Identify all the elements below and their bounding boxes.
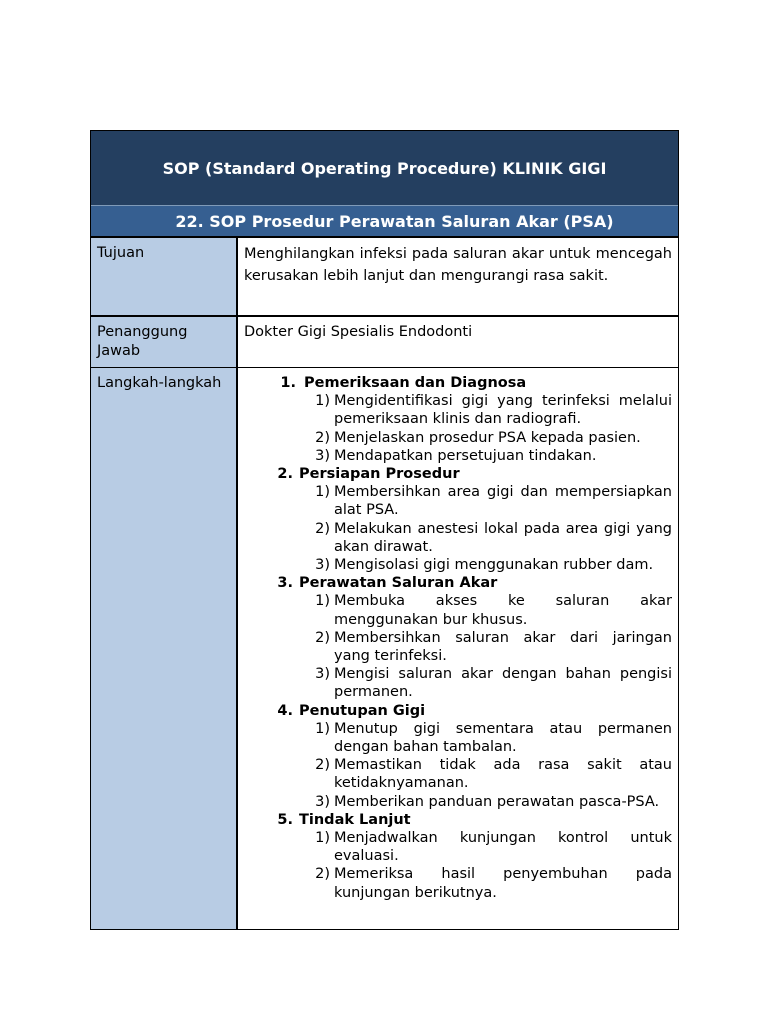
step-title: Tindak Lanjut: [299, 811, 411, 828]
step-number: 5.: [277, 811, 293, 828]
step-heading: [244, 465, 672, 483]
step-number: 3.: [277, 575, 293, 592]
substep-item: [244, 756, 672, 792]
substep-text: Menjadwalkan kunjungan kontrol untuk evaluasi.: [334, 830, 672, 865]
substep-text: Melakukan anestesi lokal pada area gigi yang akan dirawat.: [334, 520, 672, 555]
step-item: [244, 465, 672, 574]
step-item: [244, 574, 672, 701]
step-title: Perawatan Saluran Akar: [299, 575, 498, 592]
substep-number: 1): [315, 720, 330, 737]
substep-item: [244, 629, 672, 665]
label-penanggung-line1: Penanggung: [97, 324, 188, 340]
substep-item: [244, 429, 672, 447]
substep-number: 3): [315, 447, 330, 464]
step-number: 2.: [277, 466, 293, 483]
step-item: [244, 811, 672, 902]
substep-text: Mendapatkan persetujuan tindakan.: [334, 447, 597, 464]
row-penanggung-jawab: [91, 317, 678, 368]
step-number: 4.: [277, 702, 293, 719]
substep-item: [244, 520, 672, 556]
substep-item: [244, 829, 672, 865]
step-item: [244, 702, 672, 811]
substep-item: [244, 447, 672, 465]
substep-text: Mengisolasi gigi menggunakan rubber dam.: [334, 557, 654, 574]
substep-text: Menutup gigi sementara atau permanen dengan bahan tambalan.: [334, 720, 672, 756]
step-heading: [244, 574, 672, 592]
step-title: Penutupan Gigi: [299, 702, 426, 719]
substep-item: [244, 865, 672, 901]
label-penanggung-line2: Jawab: [97, 343, 141, 359]
substep-item: [244, 483, 672, 519]
label-penanggung-jawab: [91, 317, 238, 367]
substep-text: Mengidentifikasi gigi yang terinfeksi melalui pemeriksaan klinis dan radiografi.: [334, 393, 672, 428]
substep-number: 3): [315, 666, 330, 683]
step-heading: [244, 811, 672, 829]
steps-content: [238, 368, 678, 929]
substep-number: 2): [315, 629, 330, 646]
row-tujuan: [91, 238, 678, 317]
step-item: [244, 374, 672, 465]
substep-number: 2): [315, 520, 330, 537]
substep-text: Memberikan panduan perawatan pasca-PSA.: [334, 793, 660, 810]
substep-item: [244, 556, 672, 574]
substep-number: 3): [315, 793, 330, 810]
substep-text: Membersihkan area gigi dan mempersiapkan alat PSA.: [334, 484, 672, 519]
substep-number: 3): [315, 557, 330, 574]
value-tujuan: Menghilangkan infeksi pada saluran akar untuk mencegah kerusakan lebih lanjut dan mengurangi rasa sakit.: [244, 246, 672, 284]
substep-item: [244, 720, 672, 756]
substep-number: 1): [315, 593, 330, 610]
substep-number: 1): [315, 393, 330, 410]
substep-number: 1): [315, 484, 330, 501]
document-title: SOP (Standard Operating Procedure) KLINIK GIGI: [91, 131, 678, 206]
substep-text: Membersihkan saluran akar dari jaringan yang terinfeksi.: [334, 629, 672, 665]
substep-text: Menjelaskan prosedur PSA kepada pasien.: [334, 429, 641, 446]
step-number: 1.: [280, 375, 296, 391]
substep-item: [244, 592, 672, 628]
substep-number: 2): [315, 429, 330, 446]
substep-number: 2): [315, 757, 330, 774]
value-penanggung-jawab: Dokter Gigi Spesialis Endodonti: [244, 324, 473, 340]
substep-item: [244, 793, 672, 811]
document-subtitle: 22. SOP Prosedur Perawatan Saluran Akar (PSA): [91, 206, 678, 238]
sop-document: [90, 130, 679, 930]
substep-number: 2): [315, 866, 330, 883]
substep-number: 1): [315, 830, 330, 847]
row-langkah: [91, 368, 678, 929]
substep-item: [244, 392, 672, 428]
substep-text: Memeriksa hasil penyembuhan pada kunjungan berikutnya.: [334, 866, 672, 901]
step-heading: [244, 374, 672, 392]
step-heading: [244, 702, 672, 720]
label-langkah: Langkah-langkah: [91, 368, 238, 929]
label-tujuan: Tujuan: [91, 238, 238, 315]
substep-text: Mengisi saluran akar dengan bahan pengisi permanen.: [334, 666, 672, 701]
step-title: Persiapan Prosedur: [299, 466, 460, 483]
step-title: Pemeriksaan dan Diagnosa: [304, 375, 527, 391]
steps-list: [244, 374, 672, 902]
substep-item: [244, 665, 672, 701]
substep-text: Memastikan tidak ada rasa sakit atau ketidaknyamanan.: [334, 757, 672, 792]
substep-text: Membuka akses ke saluran akar menggunakan bur khusus.: [334, 593, 672, 628]
